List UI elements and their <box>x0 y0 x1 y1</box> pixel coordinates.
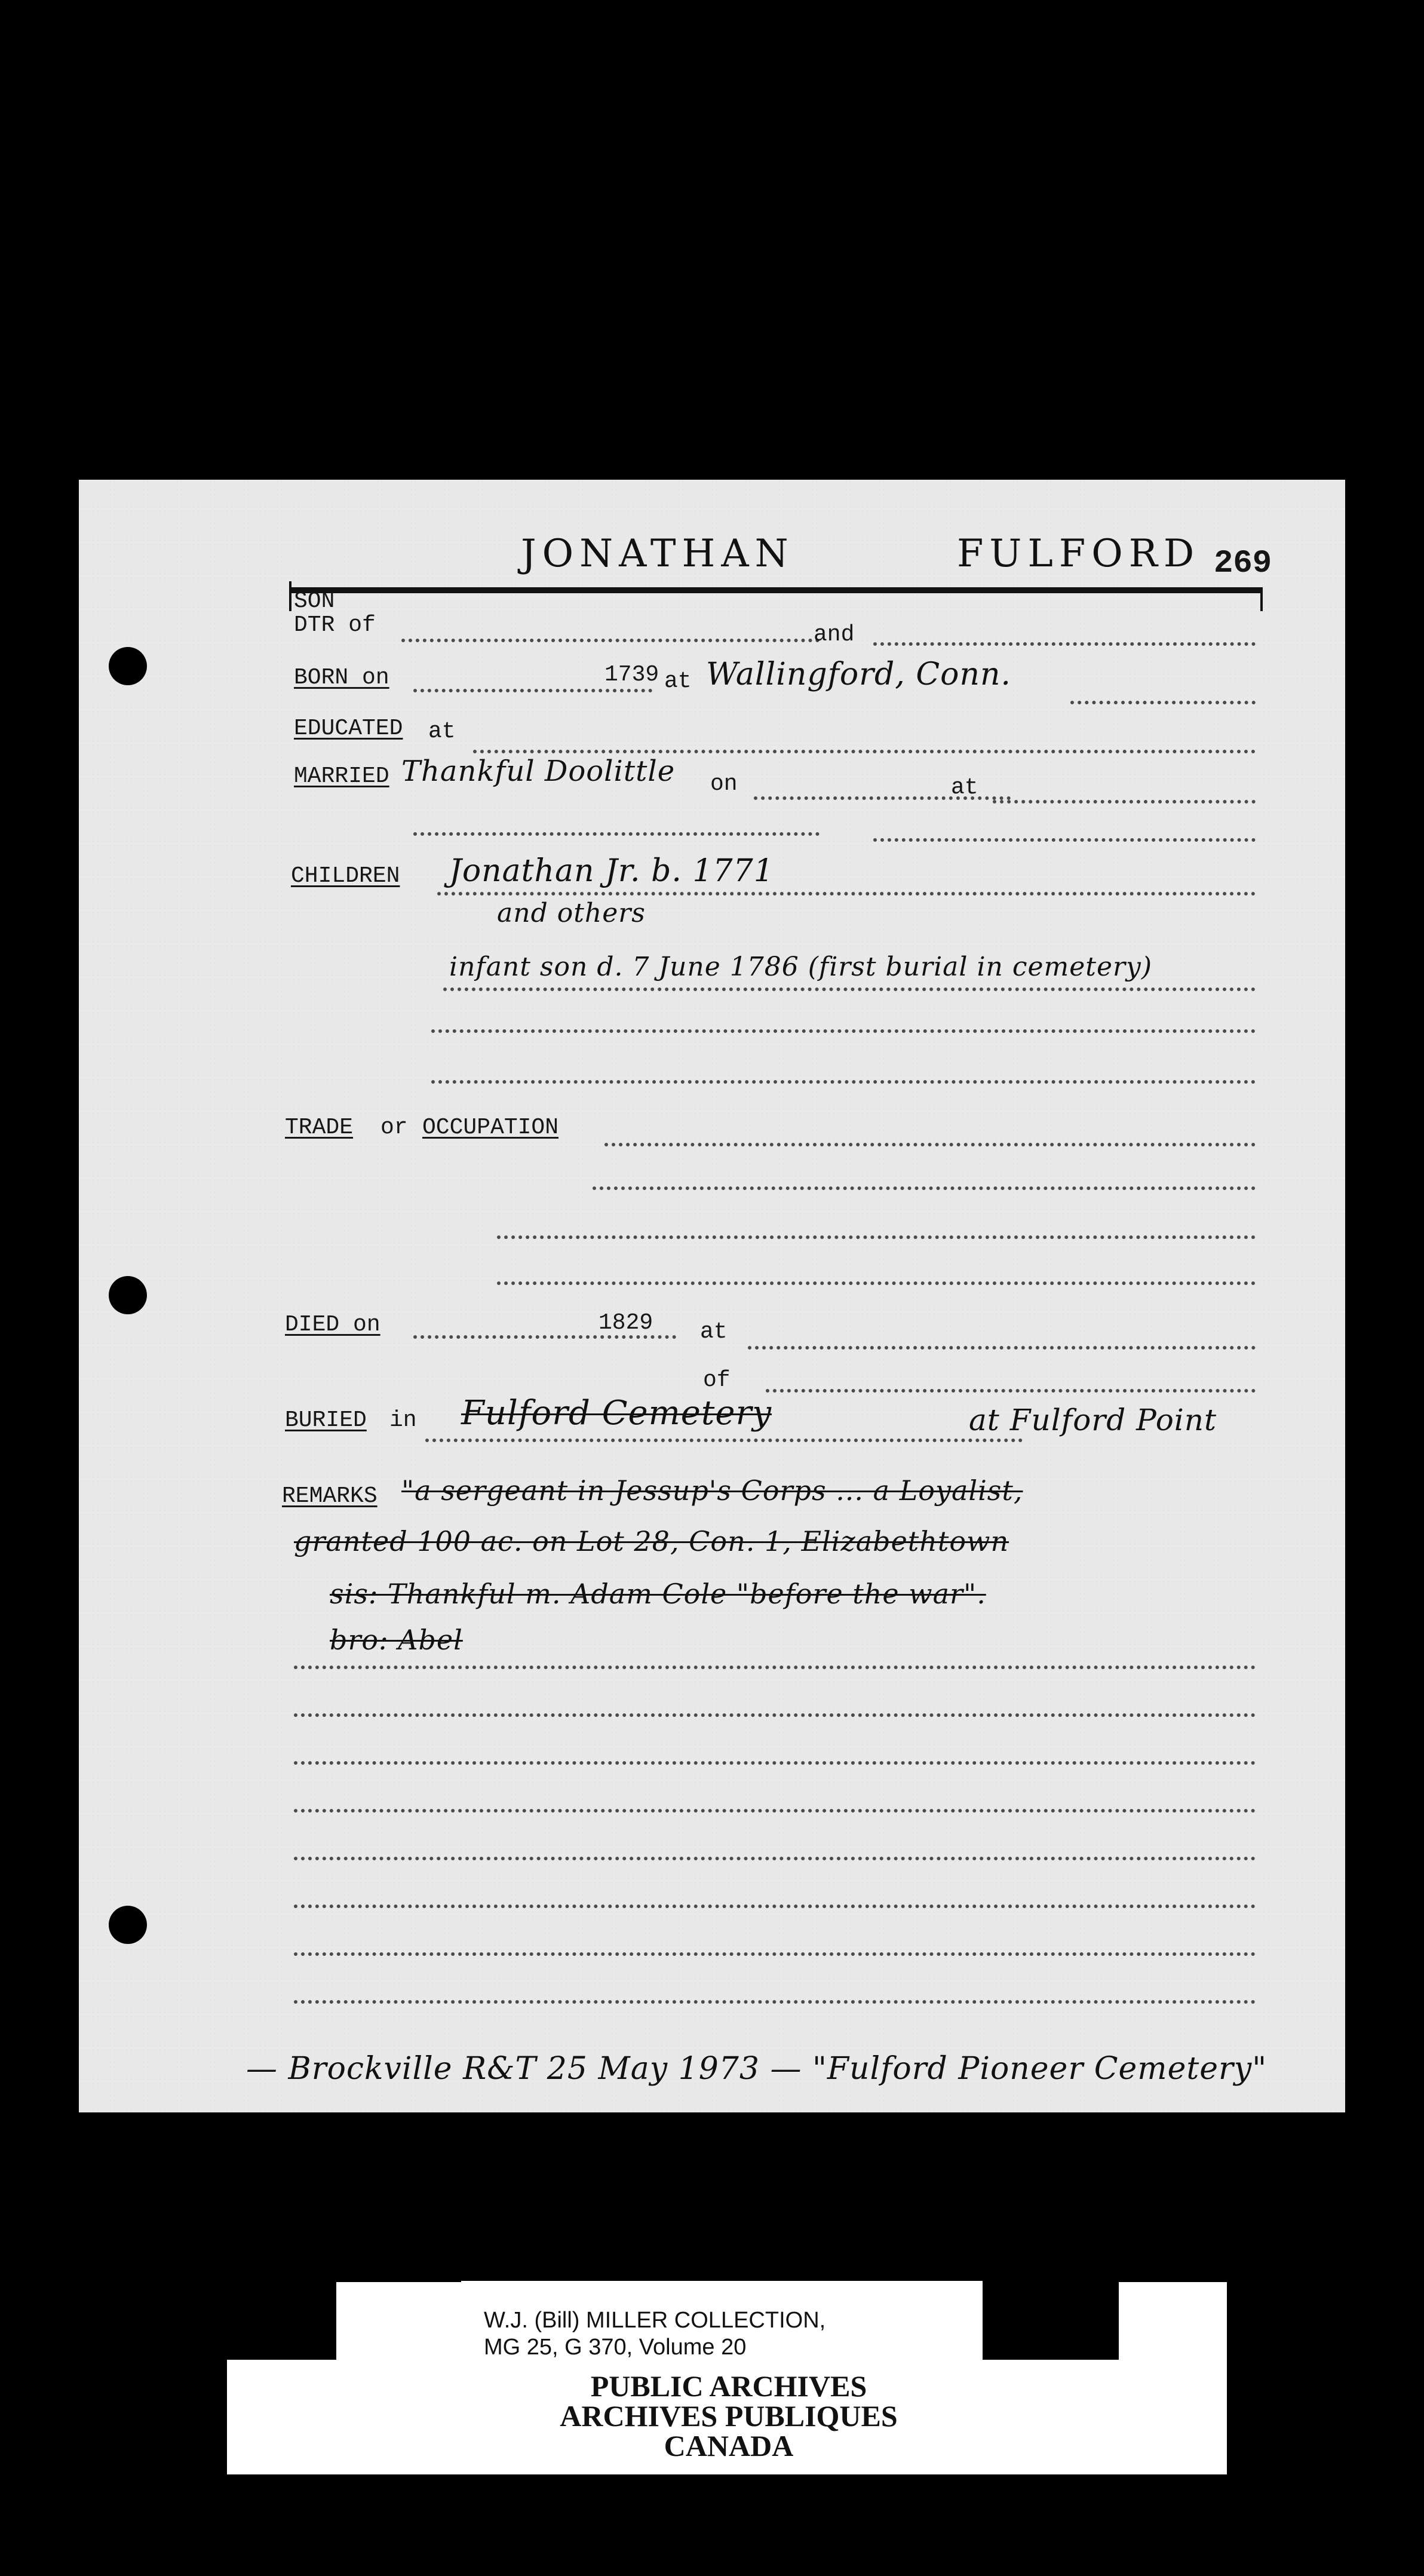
died-label: DIED on <box>285 1312 380 1338</box>
educated-at-label: at <box>428 719 456 744</box>
archives-country: CANADA <box>664 2429 794 2462</box>
of-label: of <box>703 1367 731 1393</box>
of-dots <box>766 1389 1256 1393</box>
children-dots-2 <box>443 988 1256 991</box>
died-dots-2 <box>748 1346 1256 1350</box>
children-dots-3 <box>431 1029 1256 1033</box>
collection-line-2: MG 25, G 370, Volume 20 <box>484 2335 747 2360</box>
punch-hole-middle <box>109 1276 147 1314</box>
son-label: SON <box>294 588 335 614</box>
remarks-dots-8 <box>294 2000 1256 2004</box>
given-name: JONATHAN <box>521 532 794 576</box>
archive-card-notch-right <box>983 2282 1119 2360</box>
remark-line-3: sis: Thankful m. Adam Cole "before the war". <box>330 1578 986 1610</box>
educated-dots <box>473 750 1256 753</box>
trade-dots-3 <box>497 1235 1256 1239</box>
born-place: Wallingford, Conn. <box>706 657 1011 692</box>
educated-label: EDUCATED <box>294 716 403 741</box>
or-label: or <box>380 1115 408 1140</box>
married-dots-2 <box>993 800 1256 804</box>
remark-line-1: "a sergeant in Jessup's Corps ... a Loyalist, <box>401 1474 1023 1507</box>
genealogy-card <box>79 480 1345 2112</box>
remarks-dots-7 <box>294 1952 1256 1956</box>
remarks-dots-2 <box>294 1713 1256 1717</box>
buried-label: BURIED <box>285 1407 367 1433</box>
born-dots-1 <box>413 689 652 692</box>
occupation-label: OCCUPATION <box>422 1115 559 1140</box>
children-dots-1 <box>437 892 1256 896</box>
remark-line-2: granted 100 ac. on Lot 28, Con. 1, Elizabethtown <box>294 1525 1009 1557</box>
died-at-label: at <box>700 1319 728 1345</box>
surname: FULFORD <box>957 532 1201 576</box>
married-dots-4 <box>873 838 1256 842</box>
child-1: Jonathan Jr. b. 1771 <box>449 853 774 889</box>
trade-dots-4 <box>497 1281 1256 1285</box>
source-note: — Brockville R&T 25 May 1973 — "Fulford Pioneer Cemetery" <box>246 2051 1268 2087</box>
children-dots-4 <box>431 1080 1256 1084</box>
married-at-label: at <box>951 775 978 801</box>
child-3: infant son d. 7 June 1786 (first burial in cemetery) <box>449 952 1153 982</box>
married-label: MARRIED <box>294 763 389 789</box>
trade-dots-1 <box>604 1143 1256 1146</box>
buried-place: Fulford Cemetery <box>461 1394 772 1433</box>
remarks-dots-6 <box>294 1905 1256 1908</box>
buried-dots <box>425 1439 1023 1442</box>
header-rule-left-tick <box>289 581 291 611</box>
born-label: BORN on <box>294 665 389 691</box>
buried-at: at Fulford Point <box>969 1403 1217 1437</box>
dtr-dots-1 <box>401 639 820 642</box>
dtr-label: DTR of <box>294 612 376 638</box>
born-at-label: at <box>664 668 692 694</box>
remarks-dots-1 <box>294 1666 1256 1669</box>
trade-dots-2 <box>593 1186 1256 1190</box>
punch-hole-top <box>109 647 147 685</box>
archives-fr: ARCHIVES PUBLIQUES <box>560 2399 898 2433</box>
remarks-dots-4 <box>294 1809 1256 1813</box>
born-year: 1739 <box>604 662 659 688</box>
header-rule-right-tick <box>1260 587 1263 611</box>
buried-in-label: in <box>389 1407 417 1433</box>
card-number: 269 <box>1214 545 1272 582</box>
header-rule <box>289 587 1263 593</box>
archive-card-notch-left <box>227 2282 336 2360</box>
archives-en: PUBLIC ARCHIVES <box>590 2369 867 2403</box>
remarks-dots-3 <box>294 1761 1256 1765</box>
collection-line-1: W.J. (Bill) MILLER COLLECTION, <box>484 2308 826 2333</box>
child-2: and others <box>497 898 646 928</box>
married-on-label: on <box>710 771 738 797</box>
remarks-label: REMARKS <box>282 1483 378 1509</box>
and-label: and <box>814 622 855 648</box>
married-dots-3 <box>413 832 820 836</box>
born-dots-2 <box>1070 701 1256 704</box>
punch-hole-bottom <box>109 1906 147 1944</box>
spouse-name: Thankful Doolittle <box>401 755 676 788</box>
trade-label: TRADE <box>285 1115 354 1140</box>
children-label: CHILDREN <box>291 863 400 889</box>
remarks-dots-5 <box>294 1857 1256 1860</box>
remark-line-4: bro: Abel <box>330 1624 463 1656</box>
dtr-dots-2 <box>873 642 1256 646</box>
died-year: 1829 <box>599 1310 653 1336</box>
